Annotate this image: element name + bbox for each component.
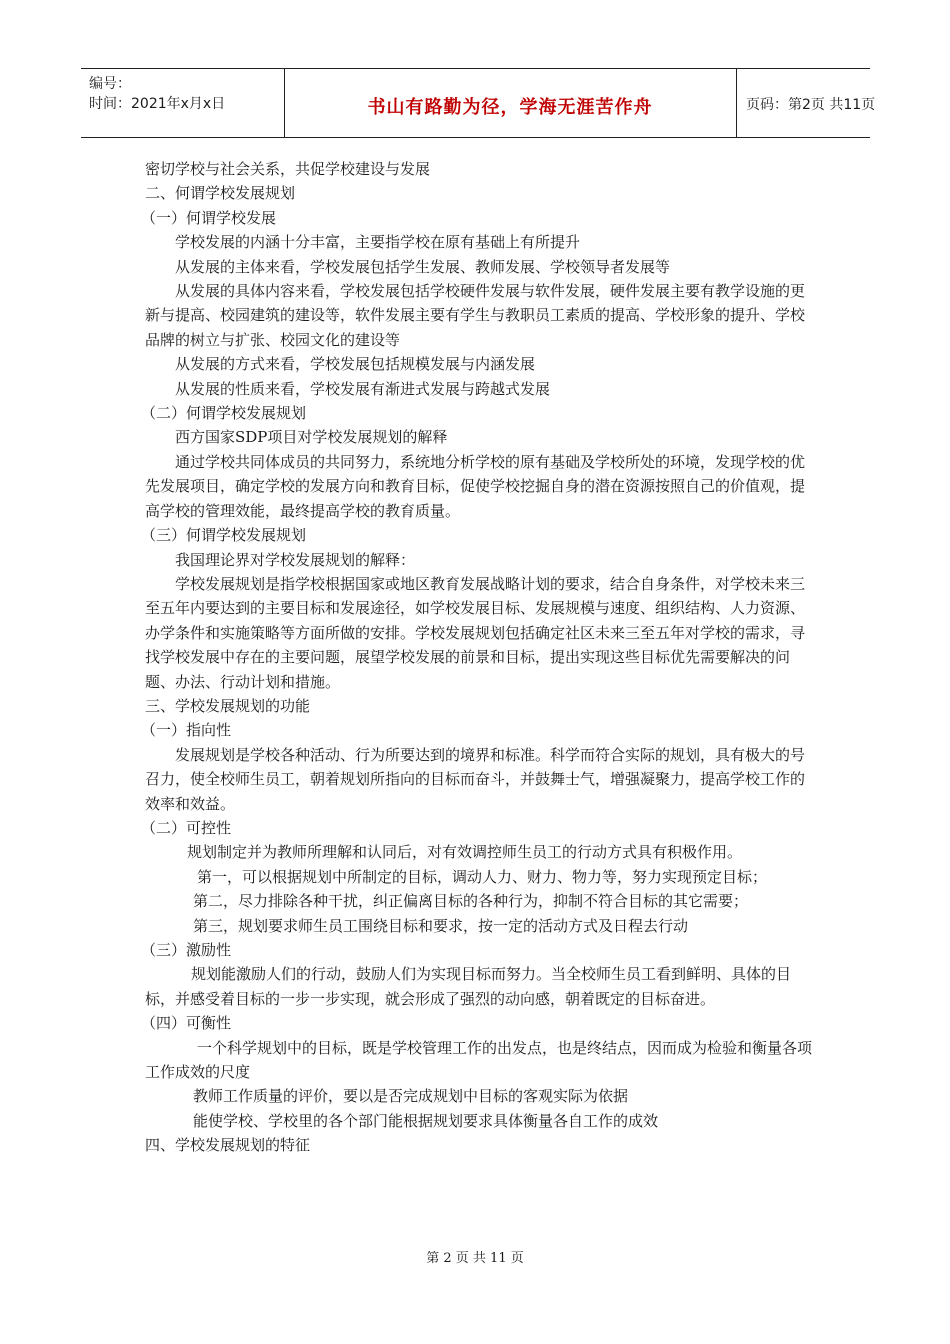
page-header — [81, 68, 876, 138]
paragraph: （二）何谓学校发展规划 — [141, 404, 307, 423]
paragraph: 学校发展规划是指学校根据国家或地区教育发展战略计划的要求，结合自身条件，对学校未来三至五年内要达到的主要目标和发展途径，如学校发展目标、发展规模与速度、组织结构、人力资源、办学条件和实施策略等方面所做的安排。学校发展规划包括确定社区未来三至五年对学校的需求，寻找学校发展中存在的主要问题，展望学校发展的前景和目标，提出实现这些目标优先需要解决的问题、办法、行动计划和措施。 — [145, 574, 806, 691]
paragraph: 第三，规划要求师生员工围绕目标和要求，按一定的活动方式及日程去行动 — [193, 916, 689, 935]
header-motto-cell — [284, 69, 737, 137]
paragraph: 教师工作质量的评价，要以是否完成规划中目标的客观实际为依据 — [193, 1087, 629, 1106]
paragraph: 通过学校共同体成员的共同努力，系统地分析学校的原有基础及学校所处的环境，发现学校的优先发展项目，确定学校的发展方向和教育目标，促使学校挖掘自身的潜在资源按照自己的价值观，提高学校的管理效能，最终提高学校的教育质量。 — [145, 452, 806, 520]
paragraph: （二）可控性 — [141, 818, 232, 837]
paragraph: （四）可衡性 — [141, 1014, 232, 1033]
header-page-code: 页码：第2页 共11页 — [746, 97, 876, 113]
paragraph: 第一，可以根据规划中所制定的目标，调动人力、财力、物力等，努力实现预定目标； — [197, 867, 768, 886]
header-info-cell — [81, 69, 285, 137]
paragraph: 从发展的具体内容来看，学校发展包括学校硬件发展与软件发展，硬件发展主要有教学设施的更新与提高、校园建筑的建设等，软件发展主要有学生与教职员工素质的提高、学校形象的提升、学校品牌的树立与扩张、校园文化的建设等 — [145, 282, 806, 349]
paragraph: 一个科学规划中的目标，既是学校管理工作的出发点，也是终结点，因而成为检验和衡量各项工作成效的尺度 — [145, 1038, 813, 1082]
document-date-label: 时间：2021年x月x日 — [89, 96, 226, 112]
paragraph: 西方国家SDP项目对学校发展规划的解释 — [175, 428, 448, 447]
paragraph: 二、何谓学校发展规划 — [145, 184, 296, 203]
paragraph: 密切学校与社会关系，共促学校建设与发展 — [145, 160, 431, 178]
document-number-label: 编号： — [89, 76, 131, 92]
paragraph: （一）指向性 — [141, 721, 232, 740]
paragraph: 学校发展的内涵十分丰富，主要指学校在原有基础上有所提升 — [175, 233, 581, 252]
header-page-cell — [736, 69, 876, 137]
header-motto: 书山有路勤为径，学海无涯苦作舟 — [367, 97, 653, 118]
paragraph: 我国理论界对学校发展规划的解释： — [175, 550, 416, 569]
paragraph: 从发展的性质来看，学校发展有渐进式发展与跨越式发展 — [175, 379, 551, 398]
paragraph: （三）何谓学校发展规划 — [141, 526, 307, 545]
paragraph: 四、学校发展规划的特征 — [145, 1136, 311, 1155]
paragraph: （一）何谓学校发展 — [141, 208, 277, 227]
paragraph: 第二，尽力排除各种干扰，纠正偏离目标的各种行为，抑制不符合目标的其它需要； — [193, 892, 749, 911]
document-body — [141, 157, 815, 1158]
paragraph: 发展规划是学校各种活动、行为所要达到的境界和标准。科学而符合实际的规划，具有极大的号召力，使全校师生员工，朝着规划所指向的目标而奋斗，并鼓舞士气，增强凝聚力，提高学校工作的效率和效益。 — [145, 745, 806, 813]
paragraph: 能使学校、学校里的各个部门能根据规划要求具体衡量各自工作的成效 — [193, 1111, 659, 1130]
paragraph: 从发展的主体来看，学校发展包括学生发展、教师发展、学校领导者发展等 — [175, 257, 671, 276]
paragraph: 从发展的方式来看，学校发展包括规模发展与内涵发展 — [175, 355, 536, 374]
paragraph: （三）激励性 — [141, 941, 232, 959]
paragraph: 三、学校发展规划的功能 — [145, 696, 311, 715]
paragraph: 规划能激励人们的行动，鼓励人们为实现目标而努力。当全校师生员工看到鲜明、具体的目标，并感受着目标的一步一步实现，就会形成了强烈的动向感，朝着既定的目标奋进。 — [145, 965, 792, 1008]
paragraph: 规划制定并为教师所理解和认同后，对有效调控师生员工的行动方式具有积极作用。 — [187, 843, 743, 862]
page-footer: 第 2 页 共 11 页 — [426, 1251, 524, 1266]
